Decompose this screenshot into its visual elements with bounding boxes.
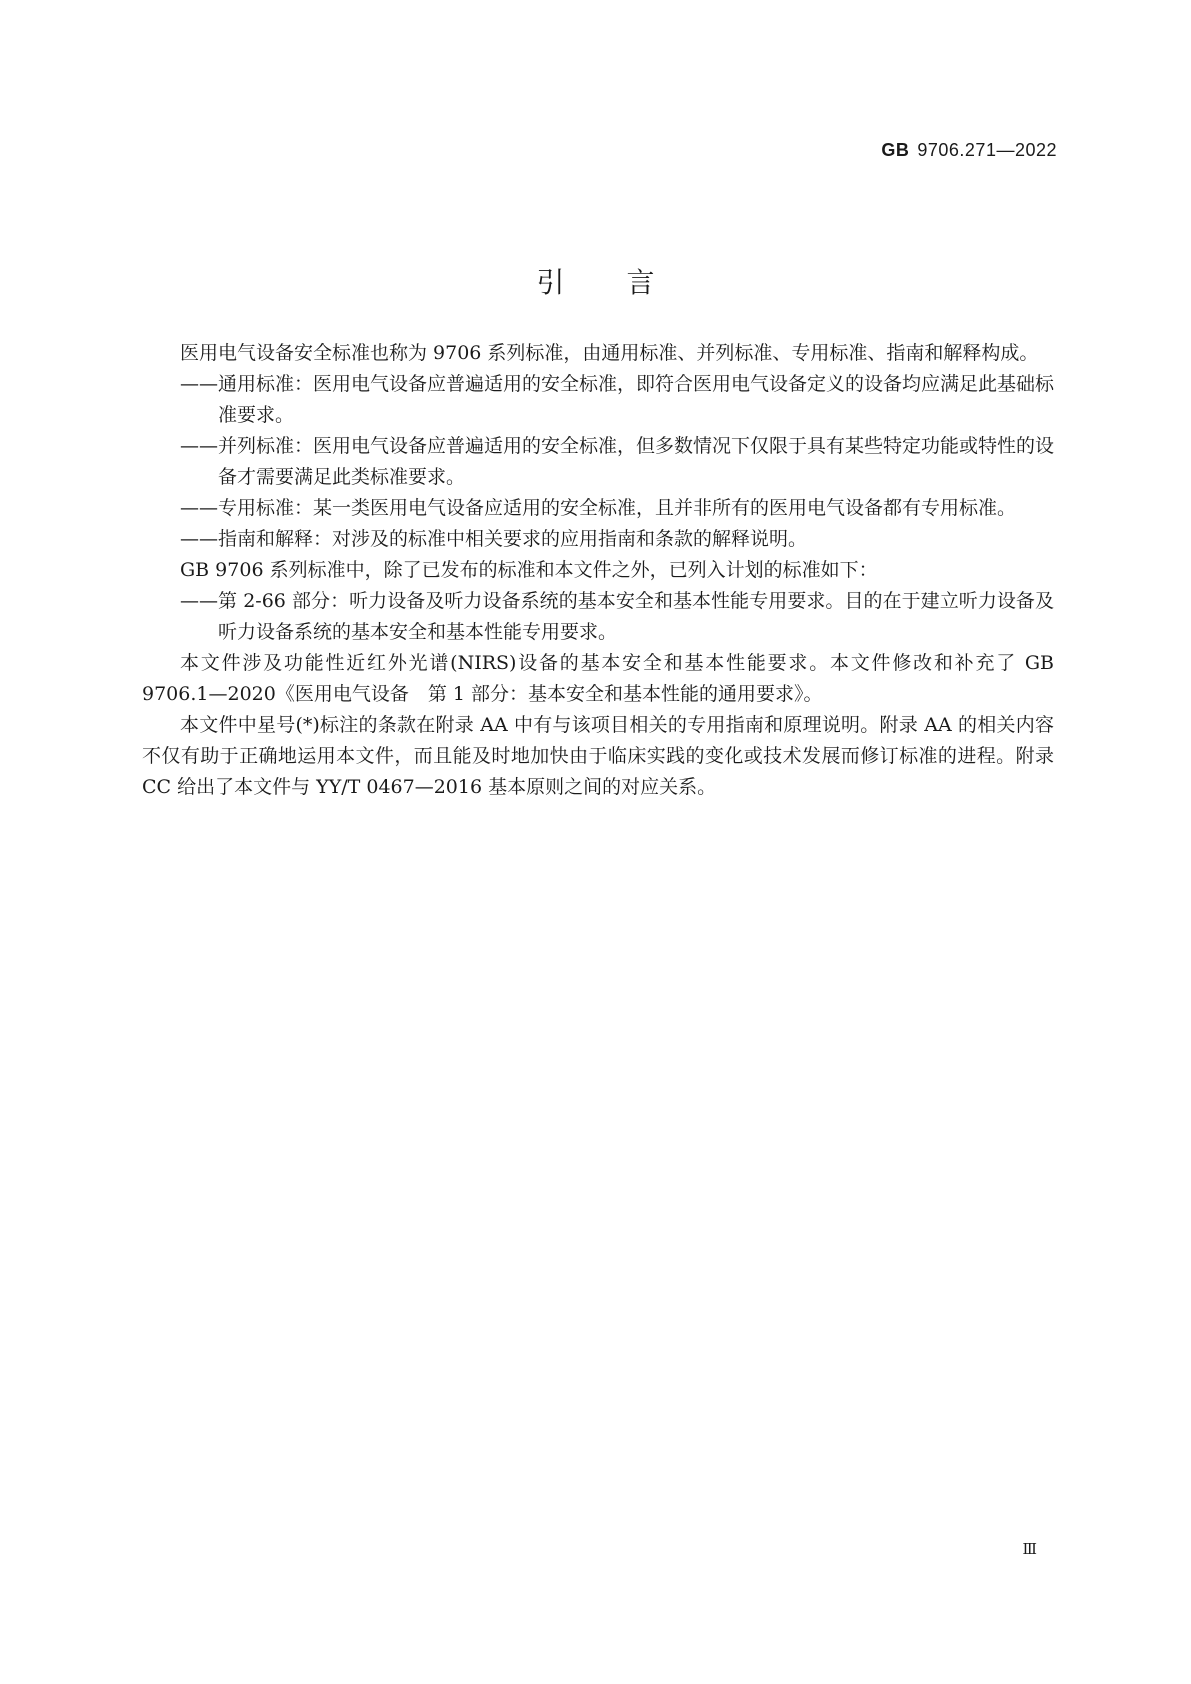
annex-paragraph: 本文件中星号(*)标注的条款在附录 AA 中有与该项目相关的专用指南和原理说明。附录 AA 的相关内容不仅有助于正确地运用本文件，而且能及时地加快由于临床实践的变化或技术发展而修订标准的进程。附录 CC 给出了本文件与 YY/T 0467—2016 基本原则之间的对应关系。 xyxy=(142,714,1054,798)
page-title: 引言 xyxy=(536,265,717,299)
list-item-general-standard: ——通用标准：医用电气设备应普遍适用的安全标准，即符合医用电气设备定义的设备均应满足此基础标准要求。 xyxy=(180,373,1055,426)
planned-standards-paragraph: GB 9706 系列标准中，除了已发布的标准和本文件之外，已列入计划的标准如下： xyxy=(180,559,878,581)
standard-code-header xyxy=(881,140,1057,161)
standard-number: 9706.271—2022 xyxy=(917,140,1057,160)
page-number: Ⅲ xyxy=(1022,1540,1037,1558)
standard-prefix: GB xyxy=(881,140,910,160)
list-item-part-2-66: ——第 2-66 部分：听力设备及听力设备系统的基本安全和基本性能专用要求。目的在于建立听力设备及听力设备系统的基本安全和基本性能专用要求。 xyxy=(180,590,1054,643)
introduction-body xyxy=(142,338,1054,803)
list-item-collateral-standard: ——并列标准：医用电气设备应普遍适用的安全标准，但多数情况下仅限于具有某些特定功能或特性的设备才需要满足此类标准要求。 xyxy=(180,435,1055,488)
intro-paragraph: 医用电气设备安全标准也称为 9706 系列标准，由通用标准、并列标准、专用标准、指南和解释构成。 xyxy=(180,342,1039,364)
scope-paragraph: 本文件涉及功能性近红外光谱(NIRS)设备的基本安全和基本性能要求。本文件修改和补充了 GB 9706.1—2020《医用电气设备 第 1 部分：基本安全和基本性能的通用要求》。 xyxy=(142,652,1054,705)
list-item-guidance: ——指南和解释：对涉及的标准中相关要求的应用指南和条款的解释说明。 xyxy=(180,528,808,550)
list-item-particular-standard: ——专用标准：某一类医用电气设备应适用的安全标准，且并非所有的医用电气设备都有专用标准。 xyxy=(180,497,1017,519)
